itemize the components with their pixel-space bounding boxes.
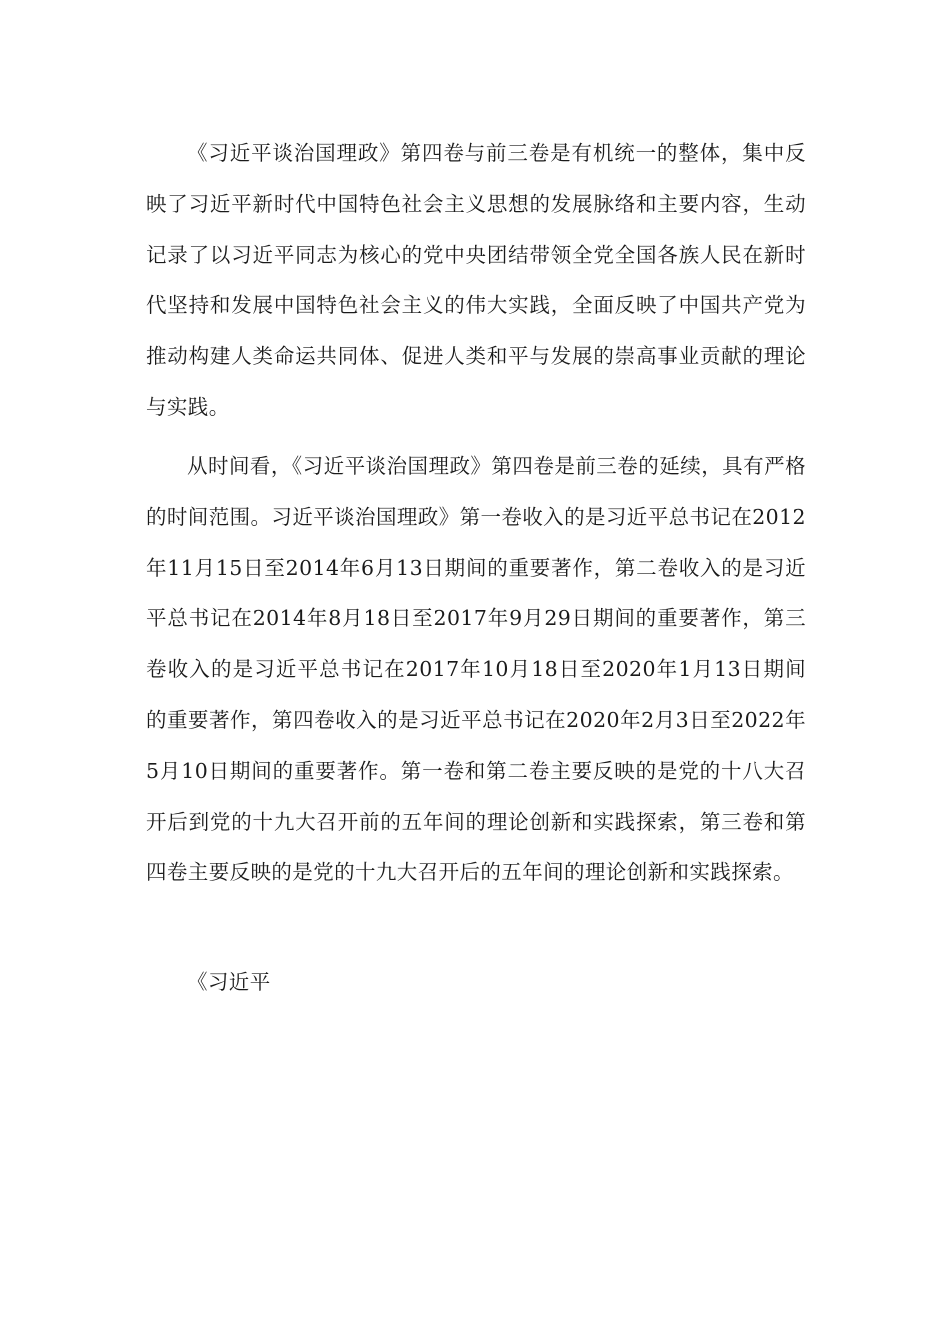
paragraph-3: 《习近平 (187, 970, 271, 994)
paragraph-2: 从时间看，《习近平谈治国理政》第四卷是前三卷的延续，具有严格的时间范围。习近平谈治国理政》第一卷收入的是习近平总书记在2012年11月15日至2014年6月13日期间的重要著作，第二卷收入的是习近平总书记在2014年8月18日至2017年9月29日期间的重要著作，第三卷收入的是习近平总书记在2017年10月18日至2020年1月13日期间的重要著作，第四卷收入的是习近平总书记在2020年2月3日至2022年5月10日期间的重要著作。第一卷和第二卷主要反映的是党的十八大召开后到党的十九大召开前的五年间的理论创新和实践探索，第三卷和第四卷主要反映的是党的十九大召开后的五年间的理论创新和实践探索。 (146, 454, 806, 885)
paragraph-1: 《习近平谈治国理政》第四卷与前三卷是有机统一的整体，集中反映了习近平新时代中国特色社会主义思想的发展脉络和主要内容，生动记录了以习近平同志为核心的党中央团结带领全党全国各族人民在新时代坚持和发展中国特色社会主义的伟大实践，全面反映了中国共产党为推动构建人类命运共同体、促进人类和平与发展的崇高事业贡献的理论与实践。 (146, 141, 806, 419)
